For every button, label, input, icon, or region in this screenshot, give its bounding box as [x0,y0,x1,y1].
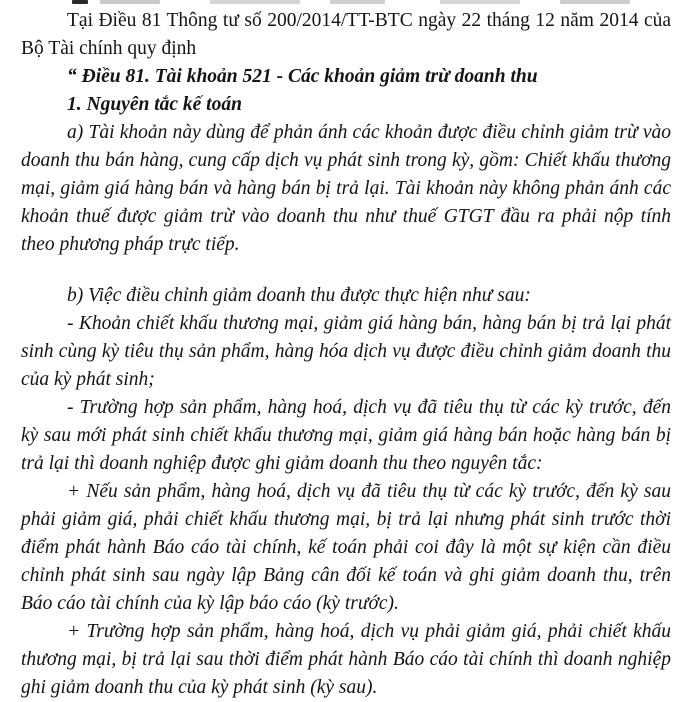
cropped-text-fragment [210,0,300,4]
cropped-text-fragment [330,0,385,4]
cropped-text-fragment [560,0,630,4]
paragraph-a: a) Tài khoản này dùng để phản ánh các khoản được điều chỉnh giảm trừ vào doanh thu bán hàng, cung cấp dịch vụ phát sinh trong kỳ, gồm: Chiết khấu thương mại, giảm giá hàng bán và hàng bán bị trả lại. Tài khoản này không phản ánh các khoản thuế được giảm trừ vào doanh thu như thuế GTGT đầu ra phải nộp tính theo phương pháp trực tiếp. [21,122,671,255]
cropped-text-fragment [440,0,520,4]
document-body [21,7,671,702]
paragraph-b: b) Việc điều chỉnh giảm doanh thu được thực hiện như sau: [67,285,531,306]
cropped-text-fragment [72,0,88,4]
intro-paragraph: Tại Điều 81 Thông tư số 200/2014/TT-BTC ngày 22 tháng 12 năm 2014 của Bộ Tài chính quy định [21,10,671,59]
section-heading: 1. Nguyên tắc kế toán [67,94,242,115]
paragraph-b-dash-2: - Trường hợp sản phẩm, hàng hoá, dịch vụ đã tiêu thụ từ các kỳ trước, đến kỳ sau mới phát sinh chiết khấu thương mại, giảm giá hàng bán hoặc hàng bán bị trả lại thì doanh nghiệp được ghi giảm doanh thu theo nguyên tắc: [21,397,671,474]
article-heading: “ Điều 81. Tài khoản 521 - Các khoản giảm trừ doanh thu [67,66,538,87]
paragraph-b-plus-2: + Trường hợp sản phẩm, hàng hoá, dịch vụ phải giảm giá, phải chiết khấu thương mại, bị trả lại sau thời điểm phát hành Báo cáo tài chính thì doanh nghiệp ghi giảm doanh thu của kỳ phát sinh (kỳ sau). [21,621,671,698]
paragraph-spacer [21,259,671,282]
paragraph-b-dash-1: - Khoản chiết khấu thương mại, giảm giá hàng bán, hàng bán bị trả lại phát sinh cùng kỳ tiêu thụ sản phẩm, hàng hóa dịch vụ được điều chỉnh giảm doanh thu của kỳ phát sinh; [21,313,671,390]
paragraph-b-plus-1: + Nếu sản phẩm, hàng hoá, dịch vụ đã tiêu thụ từ các kỳ trước, đến kỳ sau phải giảm giá, phải chiết khấu thương mại, bị trả lại nhưng phát sinh trước thời điểm phát hành Báo cáo tài chính, kế toán phải coi đây là một sự kiện cần điều chỉnh phát sinh sau ngày lập Bảng cân đối kế toán và ghi giảm doanh thu, trên Báo cáo tài chính của kỳ lập báo cáo (kỳ trước). [21,481,671,614]
cropped-text-fragment [100,0,160,4]
